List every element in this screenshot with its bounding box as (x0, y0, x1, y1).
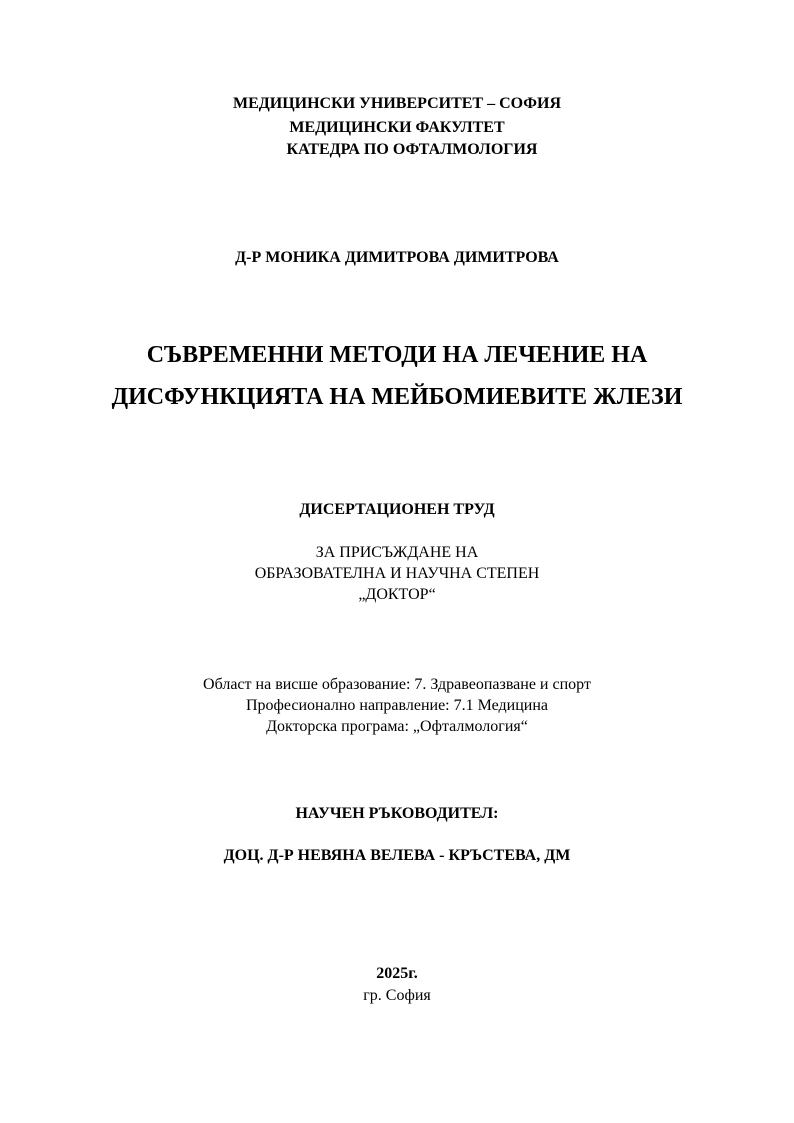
degree-line-3: „ДОКТОР“ (358, 586, 436, 603)
university-name: МЕДИЦИНСКИ УНИВЕРСИТЕТ – СОФИЯ (232, 95, 562, 112)
title-line-2: ДИСФУНКЦИЯТА НА МЕЙБОМИЕВИТЕ ЖЛЕЗИ (111, 384, 683, 410)
department-name: КАТЕДРА ПО ОФТАЛМОЛОГИЯ (286, 141, 538, 158)
work-type: ДИСЕРТАЦИОНЕН ТРУД (299, 501, 495, 518)
doctoral-program: Докторска програма: „Офталмология“ (266, 718, 528, 735)
degree-line-2: ОБРАЗОВАТЕЛНА И НАУЧНА СТЕПЕН (254, 565, 540, 582)
year: 2025г. (376, 965, 418, 982)
supervisor-name: ДОЦ. Д-Р НЕВЯНА ВЕЛЕВА - КРЪСТЕВА, ДМ (223, 847, 571, 864)
city: гр. София (363, 987, 431, 1004)
faculty-name: МЕДИЦИНСКИ ФАКУЛТЕТ (289, 119, 505, 136)
title-line-1: СЪВРЕМЕННИ МЕТОДИ НА ЛЕЧЕНИЕ НА (146, 342, 648, 368)
professional-direction: Професионално направление: 7.1 Медицина (245, 697, 549, 714)
education-area: Област на висше образование: 7. Здравеопазване и спорт (203, 676, 591, 693)
supervisor-label: НАУЧЕН РЪКОВОДИТЕЛ: (295, 805, 499, 822)
degree-line-1: ЗА ПРИСЪЖДАНЕ НА (315, 544, 479, 561)
author-name: Д-Р МОНИКА ДИМИТРОВА ДИМИТРОВА (235, 249, 559, 266)
